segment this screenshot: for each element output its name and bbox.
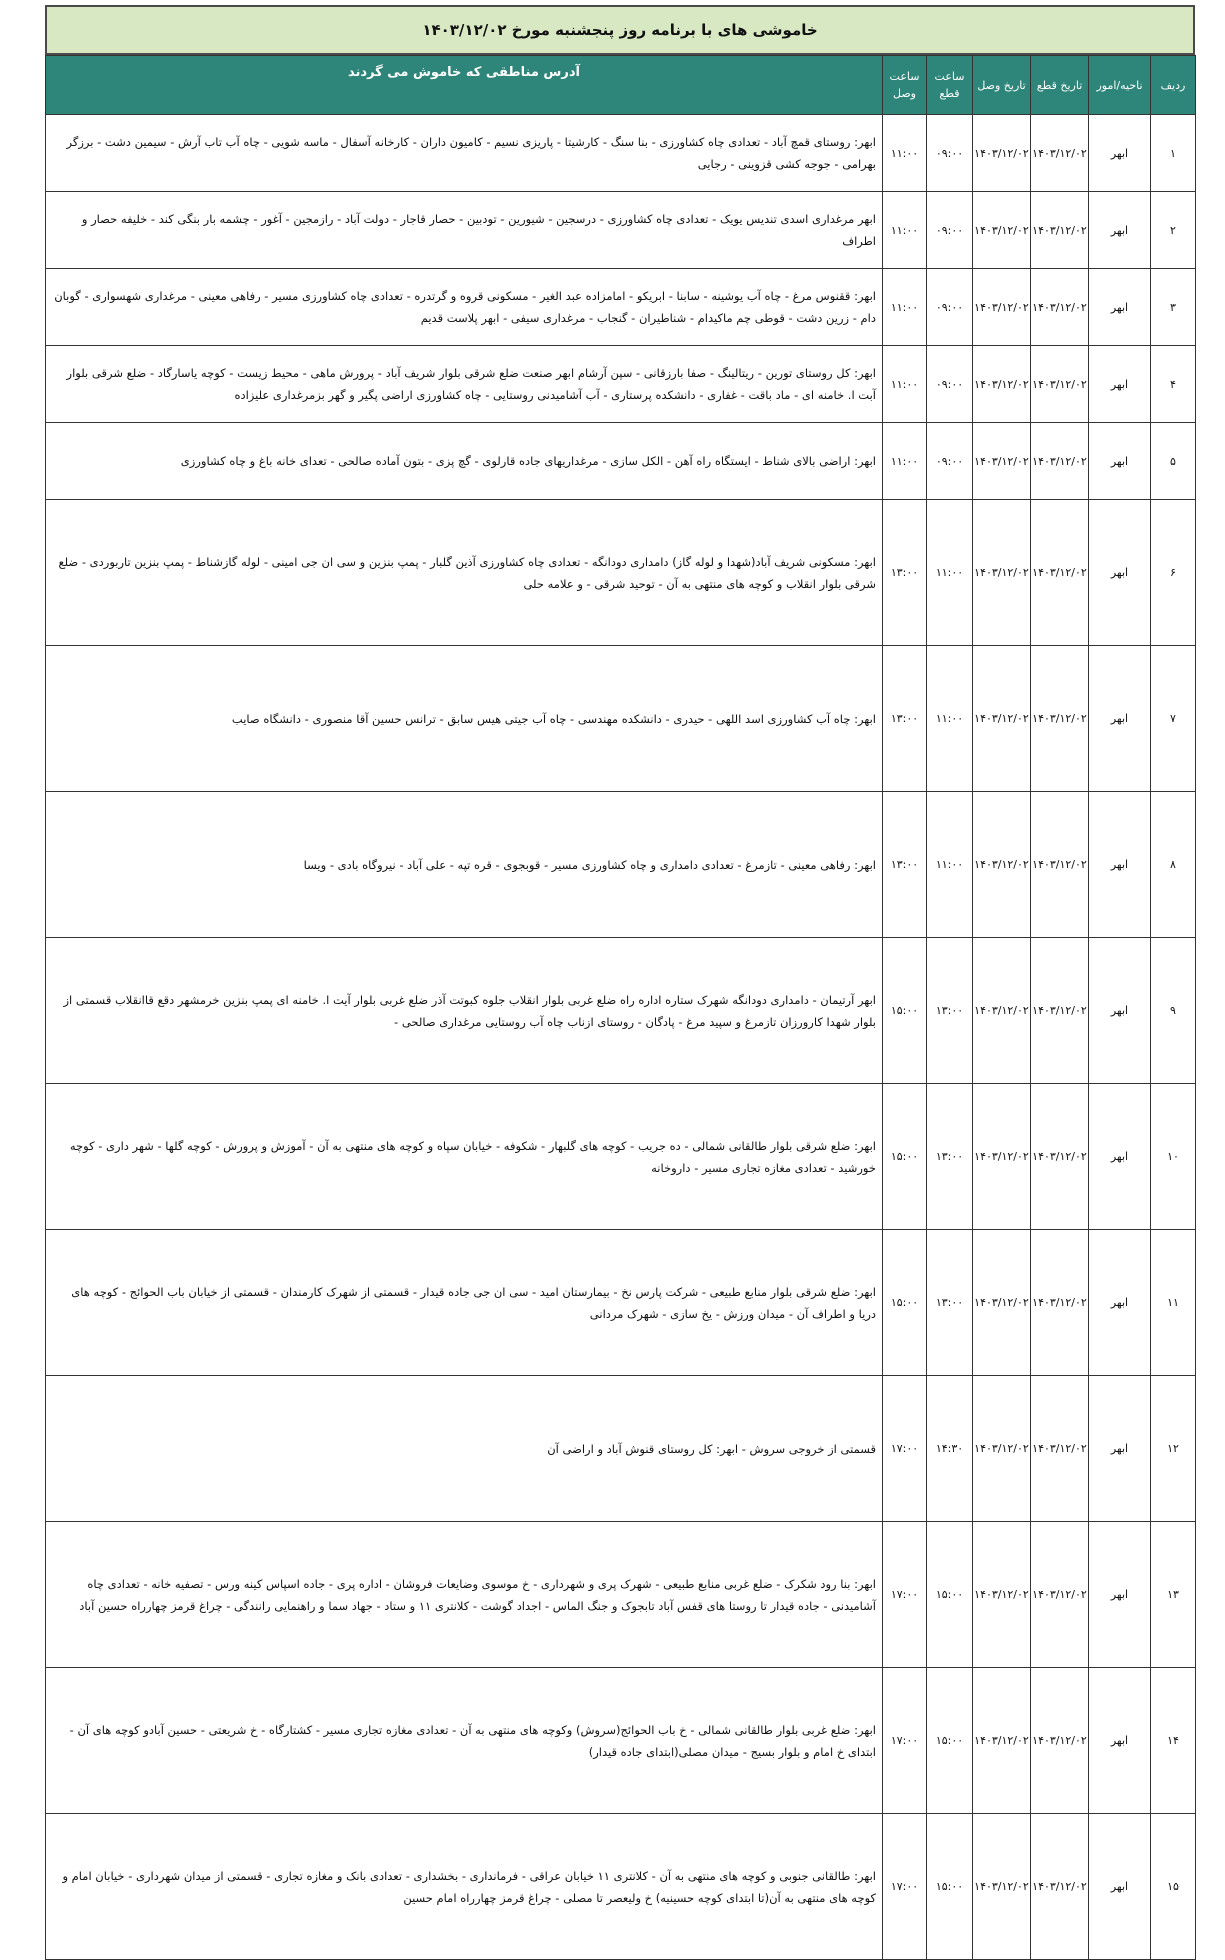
table-row bbox=[46, 646, 1196, 792]
table-row bbox=[46, 938, 1196, 1084]
cell-connect-date: ۱۴۰۳/۱۲/۰۲ bbox=[973, 269, 1031, 346]
cell-connect-time: ۱۷:۰۰ bbox=[883, 1668, 927, 1814]
cell-connect-time: ۱۳:۰۰ bbox=[883, 792, 927, 938]
cell-connect-date: ۱۴۰۳/۱۲/۰۲ bbox=[973, 646, 1031, 792]
cell-cut-time: ۰۹:۰۰ bbox=[927, 115, 973, 192]
cell-row-no: ۱۱ bbox=[1151, 1230, 1196, 1376]
cell-address: ابهر: طالقانی جنوبی و کوچه های منتهی به آن - کلانتری ۱۱ خیابان عراقی - فرمانداری - بخشداری - تعدادی بانک و مغازه تجاری - قسمتی از میدان شهرداری - خیابان امام و کوچه های منتهی به آن(تا ابتدای کوچه حسینیه) خ ولیعصر تا مصلی - چراغ قرمز چهارراه امام حسین bbox=[46, 1814, 883, 1960]
cell-address: ابهر: چاه آب کشاورزی اسد اللهی - حیدری - دانشکده مهندسی - چاه آب جیتی هیس سابق - ترانس حسین آقا منصوری - دانشگاه صایب bbox=[46, 646, 883, 792]
cell-connect-time: ۱۷:۰۰ bbox=[883, 1814, 927, 1960]
cell-district: ابهر bbox=[1089, 115, 1151, 192]
header-cut-date: تاریخ قطع bbox=[1031, 56, 1089, 115]
cell-connect-date: ۱۴۰۳/۱۲/۰۲ bbox=[973, 1522, 1031, 1668]
cell-row-no: ۳ bbox=[1151, 269, 1196, 346]
cell-connect-time: ۱۷:۰۰ bbox=[883, 1522, 927, 1668]
table-header-row bbox=[46, 56, 1196, 115]
header-row-no: ردیف bbox=[1151, 56, 1196, 115]
cell-address: ابهر: مسکونی شریف آباد(شهدا و لوله گاز) دامداری دودانگه - تعدادی چاه کشاورزی آذین گلبار - پمپ بنزین و سی ان جی امینی - لوله گازشناط - پمپ بنزین تاربوردی - ضلع شرقی بلوار انقلاب و کوچه های منتهی به آن - توحید شرقی - و علامه حلی bbox=[46, 500, 883, 646]
cell-address: ابهر: ضلع شرقی بلوار منابع طبیعی - شرکت پارس نخ - بیمارستان امید - سی ان جی جاده قیدار - قسمتی از شهرک کارمندان - قسمتی از خیابان باب الحوائج - کوچه های دریا و اطراف آن - میدان ورزش - یخ سازی - شهرک مردانی bbox=[46, 1230, 883, 1376]
cell-district: ابهر bbox=[1089, 1230, 1151, 1376]
cell-cut-time: ۰۹:۰۰ bbox=[927, 423, 973, 500]
cell-cut-time: ۱۴:۳۰ bbox=[927, 1376, 973, 1522]
cell-cut-time: ۱۳:۰۰ bbox=[927, 1084, 973, 1230]
cell-address: ابهر: ضلع غربی بلوار طالقانی شمالی - خ باب الحوائج(سروش) وکوچه های منتهی به آن - تعدادی مغازه تجاری مسیر - کشتارگاه - خ شریعتی - حسین آبادو کوچه های آن - ابتدای خ امام و بلوار بسیج - میدان مصلی(ابتدای جاده قیدار) bbox=[46, 1668, 883, 1814]
cell-row-no: ۱۵ bbox=[1151, 1814, 1196, 1960]
table-row bbox=[46, 1376, 1196, 1522]
table-row bbox=[46, 192, 1196, 269]
cell-cut-date: ۱۴۰۳/۱۲/۰۲ bbox=[1031, 115, 1089, 192]
cell-cut-date: ۱۴۰۳/۱۲/۰۲ bbox=[1031, 792, 1089, 938]
cell-connect-date: ۱۴۰۳/۱۲/۰۲ bbox=[973, 938, 1031, 1084]
header-district: ناحیه/امور bbox=[1089, 56, 1151, 115]
cell-address: قسمتی از خروجی سروش - ابهر: کل روستای قنوش آباد و اراضی آن bbox=[46, 1376, 883, 1522]
cell-row-no: ۱۰ bbox=[1151, 1084, 1196, 1230]
cell-row-no: ۹ bbox=[1151, 938, 1196, 1084]
cell-cut-time: ۱۱:۰۰ bbox=[927, 792, 973, 938]
cell-district: ابهر bbox=[1089, 1084, 1151, 1230]
cell-row-no: ۲ bbox=[1151, 192, 1196, 269]
table-row bbox=[46, 269, 1196, 346]
cell-connect-time: ۱۳:۰۰ bbox=[883, 646, 927, 792]
cell-row-no: ۶ bbox=[1151, 500, 1196, 646]
cell-cut-time: ۱۵:۰۰ bbox=[927, 1668, 973, 1814]
cell-cut-time: ۱۳:۰۰ bbox=[927, 938, 973, 1084]
cell-cut-date: ۱۴۰۳/۱۲/۰۲ bbox=[1031, 1376, 1089, 1522]
cell-address: ابهر: اراضی بالای شناط - ایستگاه راه آهن - الکل سازی - مرغداریهای جاده قارلوی - گچ پزی - بتون آماده صالحی - تعدای خانه باغ و چاه کشاورزی bbox=[46, 423, 883, 500]
cell-connect-time: ۱۱:۰۰ bbox=[883, 192, 927, 269]
cell-cut-date: ۱۴۰۳/۱۲/۰۲ bbox=[1031, 269, 1089, 346]
cell-connect-date: ۱۴۰۳/۱۲/۰۲ bbox=[973, 792, 1031, 938]
cell-connect-date: ۱۴۰۳/۱۲/۰۲ bbox=[973, 1230, 1031, 1376]
cell-row-no: ۱ bbox=[1151, 115, 1196, 192]
cell-connect-time: ۱۱:۰۰ bbox=[883, 115, 927, 192]
cell-connect-date: ۱۴۰۳/۱۲/۰۲ bbox=[973, 1814, 1031, 1960]
table-row bbox=[46, 792, 1196, 938]
cell-district: ابهر bbox=[1089, 938, 1151, 1084]
cell-district: ابهر bbox=[1089, 1522, 1151, 1668]
table-row bbox=[46, 423, 1196, 500]
header-connect-time: ساعت وصل bbox=[883, 56, 927, 115]
cell-connect-date: ۱۴۰۳/۱۲/۰۲ bbox=[973, 346, 1031, 423]
cell-row-no: ۸ bbox=[1151, 792, 1196, 938]
cell-row-no: ۱۲ bbox=[1151, 1376, 1196, 1522]
cell-cut-time: ۱۱:۰۰ bbox=[927, 646, 973, 792]
cell-connect-time: ۱۷:۰۰ bbox=[883, 1376, 927, 1522]
cell-row-no: ۵ bbox=[1151, 423, 1196, 500]
cell-address: ابهر آرتیمان - دامداری دودانگه شهرک ستاره اداره راه ضلع غربی بلوار انقلاب جلوه کبوتت آذر ضلع غربی بلوار آیت ا. خامنه ای پمپ بنزین خرمشهر دقع قاانقلاب قسمتی از بلوار شهدا کارورزان تازمرغ و سپید مرغ - پادگان - روستای ازناب چاه آب روستایی مرغداری صالحی - bbox=[46, 938, 883, 1084]
cell-row-no: ۱۳ bbox=[1151, 1522, 1196, 1668]
cell-connect-date: ۱۴۰۳/۱۲/۰۲ bbox=[973, 192, 1031, 269]
cell-cut-date: ۱۴۰۳/۱۲/۰۲ bbox=[1031, 1230, 1089, 1376]
header-cut-time: ساعت قطع bbox=[927, 56, 973, 115]
cell-connect-time: ۱۳:۰۰ bbox=[883, 500, 927, 646]
cell-district: ابهر bbox=[1089, 500, 1151, 646]
cell-cut-time: ۱۱:۰۰ bbox=[927, 500, 973, 646]
cell-address: ابهر: ضلع شرقی بلوار طالقانی شمالی - ده جریب - کوچه های گلبهار - شکوفه - خیابان سپاه و کوچه های منتهی به آن - آموزش و پرورش - کوچه گلها - شهر داری - کوچه خورشید - تعدادی مغازه تجاری مسیر - داروخانه bbox=[46, 1084, 883, 1230]
cell-cut-date: ۱۴۰۳/۱۲/۰۲ bbox=[1031, 938, 1089, 1084]
cell-cut-date: ۱۴۰۳/۱۲/۰۲ bbox=[1031, 646, 1089, 792]
table-row bbox=[46, 1814, 1196, 1960]
cell-connect-date: ۱۴۰۳/۱۲/۰۲ bbox=[973, 1376, 1031, 1522]
cell-address: ابهر: روستای قمچ آباد - تعدادی چاه کشاورزی - بنا سنگ - کارشیتا - پاریزی نسیم - کامیون داران - کارخانه آسفال - ماسه شویی - چاه آب تاب آرش - سیمین دشت - برزگر بهرامی - جوجه کشی قزوینی - رجایی bbox=[46, 115, 883, 192]
cell-connect-date: ۱۴۰۳/۱۲/۰۲ bbox=[973, 423, 1031, 500]
page-title: خاموشی های با برنامه روز پنجشنبه مورخ ۱۴۰۳/۱۲/۰۲ bbox=[45, 5, 1195, 55]
cell-district: ابهر bbox=[1089, 1376, 1151, 1522]
cell-row-no: ۱۴ bbox=[1151, 1668, 1196, 1814]
cell-cut-time: ۱۵:۰۰ bbox=[927, 1522, 973, 1668]
table-row bbox=[46, 115, 1196, 192]
cell-district: ابهر bbox=[1089, 1668, 1151, 1814]
table-row bbox=[46, 1668, 1196, 1814]
cell-row-no: ۷ bbox=[1151, 646, 1196, 792]
cell-cut-time: ۱۳:۰۰ bbox=[927, 1230, 973, 1376]
cell-district: ابهر bbox=[1089, 269, 1151, 346]
cell-cut-time: ۰۹:۰۰ bbox=[927, 192, 973, 269]
cell-row-no: ۴ bbox=[1151, 346, 1196, 423]
cell-connect-time: ۱۵:۰۰ bbox=[883, 1084, 927, 1230]
cell-cut-date: ۱۴۰۳/۱۲/۰۲ bbox=[1031, 1668, 1089, 1814]
cell-address: ابهر: رفاهی معینی - تازمرغ - تعدادی دامداری و چاه کشاورزی مسیر - قوبجوی - قره تپه - علی آباد - نیروگاه بادی - ویسا bbox=[46, 792, 883, 938]
cell-connect-time: ۱۱:۰۰ bbox=[883, 423, 927, 500]
outage-table bbox=[45, 55, 1196, 1960]
outage-sheet bbox=[45, 5, 1195, 1960]
cell-cut-time: ۰۹:۰۰ bbox=[927, 269, 973, 346]
cell-cut-time: ۰۹:۰۰ bbox=[927, 346, 973, 423]
table-row bbox=[46, 1522, 1196, 1668]
cell-cut-date: ۱۴۰۳/۱۲/۰۲ bbox=[1031, 1084, 1089, 1230]
cell-cut-date: ۱۴۰۳/۱۲/۰۲ bbox=[1031, 423, 1089, 500]
header-address: آدرس مناطقی که خاموش می گردند bbox=[46, 56, 883, 115]
cell-cut-date: ۱۴۰۳/۱۲/۰۲ bbox=[1031, 1814, 1089, 1960]
cell-address: ابهر: ققنوس مرغ - چاه آب یوشینه - سابنا - ابریکو - امامزاده عبد الغیر - مسکونی قروه و گرتدره - تعدادی چاه کشاورزی مسیر - رفاهی معینی - مرغداری شهسواری - گوبان دام - زرین دشت - قوطی چم ماکیدام - شناطیران - گنجاب - مرغداری سیفی - ابهر پلاست قدیم bbox=[46, 269, 883, 346]
cell-district: ابهر bbox=[1089, 192, 1151, 269]
cell-connect-date: ۱۴۰۳/۱۲/۰۲ bbox=[973, 1668, 1031, 1814]
table-row bbox=[46, 1230, 1196, 1376]
cell-connect-time: ۱۵:۰۰ bbox=[883, 938, 927, 1084]
table-body bbox=[46, 115, 1196, 1960]
cell-connect-date: ۱۴۰۳/۱۲/۰۲ bbox=[973, 1084, 1031, 1230]
cell-district: ابهر bbox=[1089, 423, 1151, 500]
cell-connect-time: ۱۵:۰۰ bbox=[883, 1230, 927, 1376]
cell-connect-date: ۱۴۰۳/۱۲/۰۲ bbox=[973, 500, 1031, 646]
cell-connect-time: ۱۱:۰۰ bbox=[883, 269, 927, 346]
cell-district: ابهر bbox=[1089, 1814, 1151, 1960]
table-row bbox=[46, 1084, 1196, 1230]
cell-connect-date: ۱۴۰۳/۱۲/۰۲ bbox=[973, 115, 1031, 192]
cell-cut-date: ۱۴۰۳/۱۲/۰۲ bbox=[1031, 1522, 1089, 1668]
cell-address: ابهر مرغداری اسدی تندیس یویک - تعدادی چاه کشاورزی - درسجین - شیورین - تودبین - حصار قاجار - دولت آباد - رازمجین - آغور - چشمه بار بنگی کند - خلیفه حصار و اطراف bbox=[46, 192, 883, 269]
cell-cut-date: ۱۴۰۳/۱۲/۰۲ bbox=[1031, 346, 1089, 423]
header-connect-date: تاریخ وصل bbox=[973, 56, 1031, 115]
cell-cut-time: ۱۵:۰۰ bbox=[927, 1814, 973, 1960]
table-row bbox=[46, 500, 1196, 646]
cell-cut-date: ۱۴۰۳/۱۲/۰۲ bbox=[1031, 192, 1089, 269]
cell-address: ابهر: بنا رود شکرک - ضلع غربی منابع طبیعی - شهرک پری و شهرداری - خ موسوی وضایعات فروشان - اداره پری - جاده اسپاس کینه ورس - تصفیه خانه - تعدادی چاه آشامیدنی - جاده قیدار تا روستا های قفس آباد تابجوک و جنگ الماس - اجداد گوشت - کلانتری ۱۱ و ستاد - جهاد سما و راهنمایی رانندگی - چراغ قرمز چهارراه حسین آباد bbox=[46, 1522, 883, 1668]
cell-district: ابهر bbox=[1089, 346, 1151, 423]
cell-cut-date: ۱۴۰۳/۱۲/۰۲ bbox=[1031, 500, 1089, 646]
cell-connect-time: ۱۱:۰۰ bbox=[883, 346, 927, 423]
table-row bbox=[46, 346, 1196, 423]
cell-district: ابهر bbox=[1089, 646, 1151, 792]
cell-district: ابهر bbox=[1089, 792, 1151, 938]
cell-address: ابهر: کل روستای تورین - ریتالینگ - صفا بارزقانی - سپن آرشام ابهر صنعت ضلع شرقی بلوار شریف آباد - پرورش ماهی - محیط زیست - کوچه یاسارگاد - ضلع شرقی بلوار آبت ا. خامنه ای - ماد باقت - غفاری - دانشکده پرستاری - آب آشامیدنی روستایی - چاه کشاورزی اراضی پگیر و گهر بزمرغداری علیزاده bbox=[46, 346, 883, 423]
